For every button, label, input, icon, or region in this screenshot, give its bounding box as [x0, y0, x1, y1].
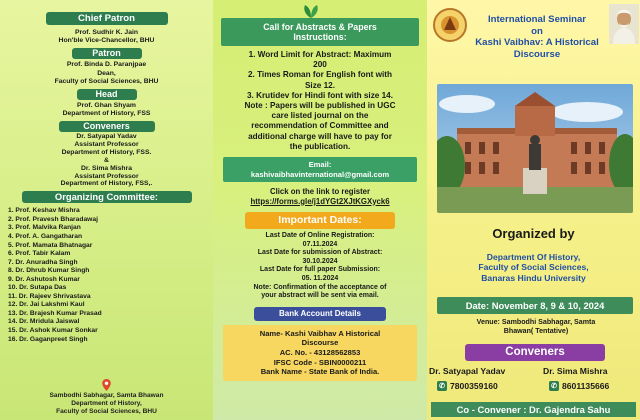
conveners-heading: Conveners: [59, 121, 155, 132]
email-label: Email:: [308, 160, 332, 170]
founder-portrait-icon: [609, 4, 639, 44]
convener-1-phone[interactable]: ✆ 7800359160: [437, 381, 498, 391]
call-for-papers-heading: Call for Abstracts & Papers Instructions:: [221, 18, 419, 46]
chief-patron-heading: Chief Patron: [46, 12, 168, 25]
register-link[interactable]: https://forms.gle/j1dYGt2XJtKGXyck6: [250, 196, 390, 206]
list-item: 13. Dr. Brajesh Kumar Prasad: [8, 309, 102, 317]
campus-photo-icon: [437, 84, 633, 213]
email-box: [223, 157, 417, 182]
right-panel: [427, 0, 640, 420]
middle-panel: [213, 0, 427, 420]
list-item: 2. Prof. Pravesh Bharadawaj: [8, 215, 98, 223]
phone-icon: ✆: [437, 381, 447, 391]
chief-patron-block: Prof. Sudhir K. Jain Hon'ble Vice-Chancellor, BHU: [58, 29, 155, 45]
list-item: 15. Dr. Ashok Kumar Sonkar: [8, 326, 98, 334]
conveners-heading-right: Conveners: [465, 344, 605, 361]
committee-list: [8, 207, 213, 344]
left-venue-block: Sambodhi Sabhagar, Samta Bhawan Department of History, Faculty of Social Sciences, BHU: [0, 379, 213, 416]
phone-icon: ✆: [549, 381, 559, 391]
list-item: 1. Prof. Keshav Mishra: [8, 207, 80, 215]
important-dates-heading: Important Dates:: [245, 212, 395, 229]
register-block: Click on the link to register https://forms.gle/j1dYGt2XJtKGXyck6: [250, 187, 390, 206]
event-date-bar: Date: November 8, 9 & 10, 2024: [437, 297, 633, 314]
bhu-emblem-icon: [432, 6, 468, 44]
list-item: 16. Dr. Gaganpreet Singh: [8, 335, 88, 343]
co-convener-bar: Co - Convener : Dr. Gajendra Sahu: [431, 402, 636, 417]
organized-by-heading: Organized by: [492, 226, 575, 241]
list-item: 11. Dr. Rajeev Shrivastava: [8, 292, 91, 300]
email-link[interactable]: kashivaibhavinternational@gmail.com: [250, 169, 390, 179]
head-heading: Head: [77, 89, 137, 100]
leaf-icon: [301, 3, 321, 19]
list-item: 8. Dr. Dhrub Kumar Singh: [8, 267, 90, 275]
instructions-block: 1. Word Limit for Abstract: Maximum 200 2. Times Roman for English font with Size 12. 3. Krutidev for Hindi font with size 14. Note : Papers will be published in UGC care listed journal on the recommendation of Committee and additional charge will have to pay for the publication.: [244, 50, 396, 151]
location-pin-icon: [102, 379, 111, 391]
seminar-title: International Seminar on Kashi Vaibhav: A Historical Discourse: [475, 14, 599, 60]
patron-block: Prof. Binda D. Paranjpae Dean, Faculty of Social Sciences, BHU: [54, 61, 159, 85]
bank-details-heading: Bank Account Details: [254, 307, 386, 321]
event-venue: Venue: Sambodhi Sabhagar, Samta Bhawan( Tentative): [476, 318, 596, 335]
left-panel: [0, 0, 213, 420]
bank-details-box: Name- Kashi Vaibhav A Historical Discourse AC. No. - 43128562853 IFSC Code - SBIN0000211 Bank Name - State Bank of India.: [223, 325, 417, 381]
conveners-block: Dr. Satyapal Yadav Assistant Professor Department of History, FSS. & Dr. Sima Mishra Assistant Professor Department of History, FSS,.: [60, 133, 153, 188]
list-item: 14. Dr. Mridula Jaiswal: [8, 318, 80, 326]
list-item: 7. Dr. Anuradha Singh: [8, 258, 78, 266]
list-item: 4. Prof. A. Gangatharan: [8, 232, 83, 240]
organizer-department: Department Of History, Faculty of Social Sciences, Banaras Hindu University: [478, 252, 589, 283]
list-item: 12. Dr. Jai Lakshmi Kaul: [8, 301, 85, 309]
convener-2-phone[interactable]: ✆ 8601135666: [549, 381, 609, 391]
list-item: 10. Dr. Sutapa Das: [8, 284, 67, 292]
list-item: 5. Prof. Mamata Bhatnagar: [8, 241, 93, 249]
convener-2-name: Dr. Sima Mishra: [543, 366, 608, 376]
organizing-committee-heading: Organizing Committee:: [22, 191, 192, 203]
list-item: 9. Dr. Ashutosh Kumar: [8, 275, 80, 283]
list-item: 6. Prof. Tabir Kalam: [8, 250, 71, 258]
list-item: 3. Prof. Malvika Ranjan: [8, 224, 81, 232]
important-dates-block: Last Date of Online Registration: 07.11.2024 Last Date for submission of Abstract: 30.10.2024 Last Date for full paper Submission: 05. 11.2024 Note: Confirmation of the acceptance of your abstract will be sent via email.: [253, 232, 387, 300]
head-block: Prof. Ghan Shyam Department of History, FSS: [62, 102, 151, 118]
patron-heading: Patron: [72, 48, 142, 59]
convener-1-name: Dr. Satyapal Yadav: [429, 366, 506, 376]
